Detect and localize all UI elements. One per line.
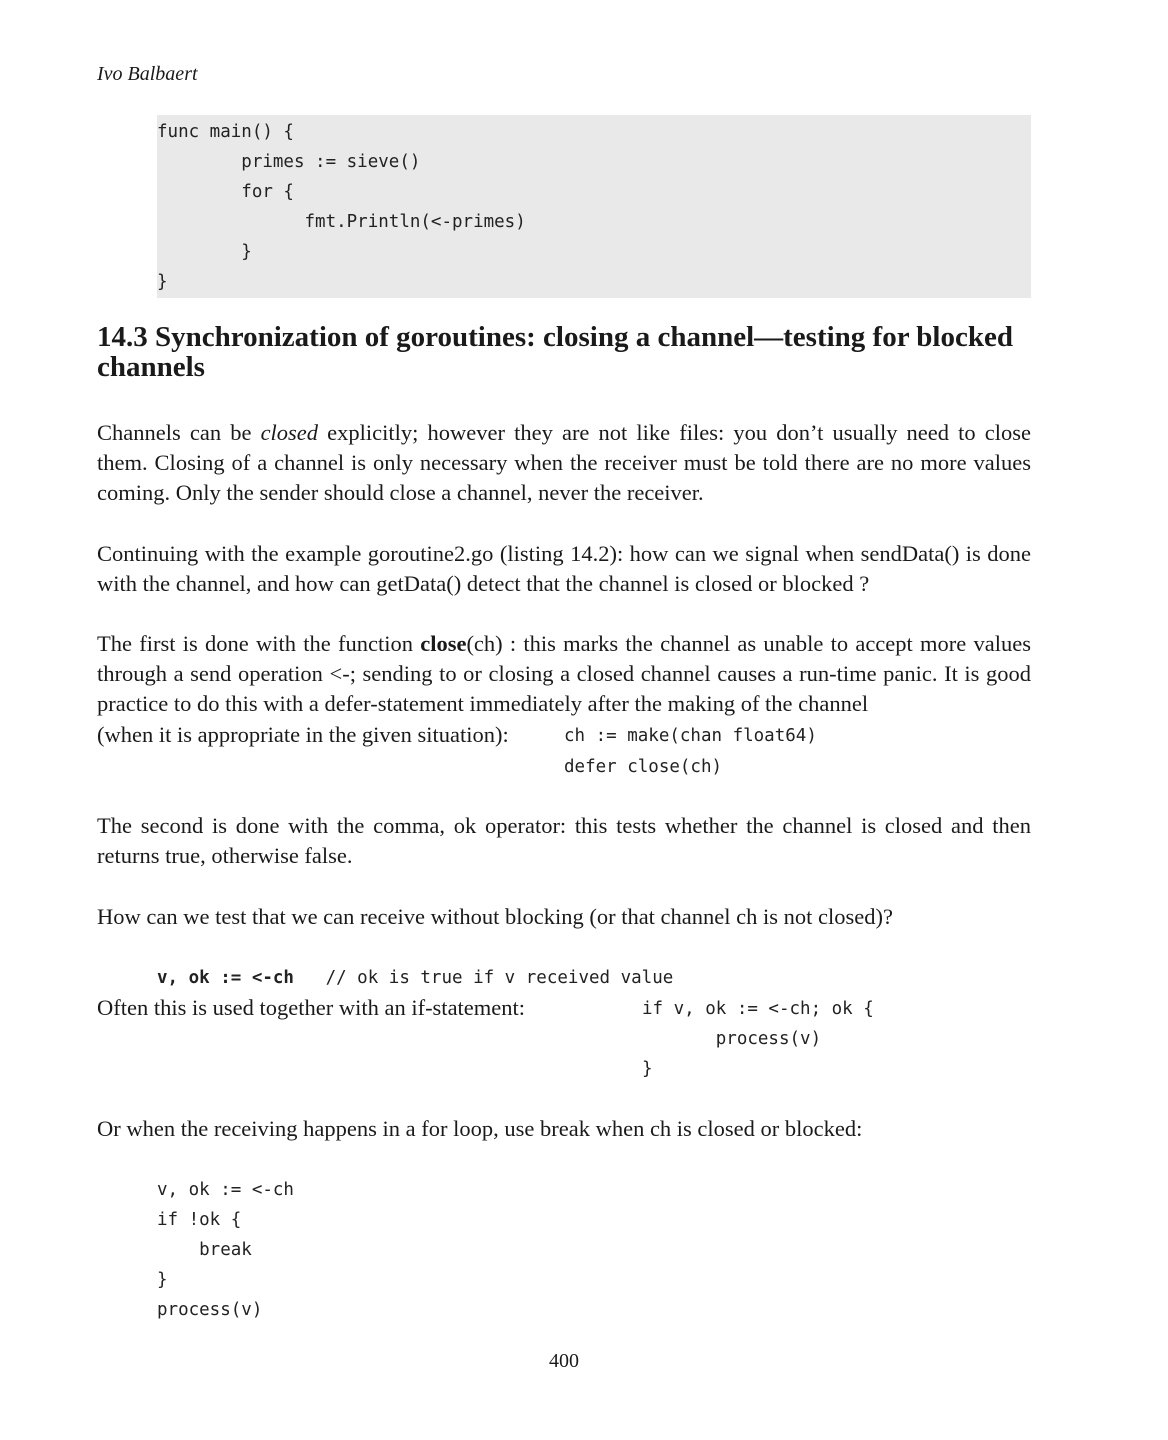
code-line-comma-ok (157, 963, 673, 993)
para-text: Channels can be (97, 420, 261, 445)
page-number: 400 (549, 1350, 579, 1372)
paragraph-closing-channels (97, 418, 1031, 509)
code-line: } (157, 1270, 168, 1290)
code-line: primes := sieve() (157, 152, 421, 172)
code-line: defer close(ch) (564, 757, 723, 777)
code-line: v, ok := <-ch (157, 1180, 294, 1200)
code-line: } (157, 272, 168, 292)
code-line: fmt.Println(<-primes) (157, 212, 526, 232)
paragraph-if-statement: Often this is used together with an if-statement: (97, 995, 526, 1020)
code-block-loop (157, 1175, 294, 1325)
keyword-close: close (420, 631, 467, 656)
paragraph-close-function (97, 629, 1031, 720)
code-line: func main() { (157, 122, 294, 142)
code-line: for { (157, 182, 294, 202)
code-line: process(v) (642, 1029, 822, 1049)
code-bold: v, ok := <-ch (157, 968, 294, 988)
code-line: if !ok { (157, 1210, 242, 1230)
paragraph-for-loop: Or when the receiving happens in a for loop, use break when ch is closed or blocked: (97, 1116, 863, 1141)
code-line: ch := make(chan float64) (564, 726, 817, 746)
code-line: } (642, 1059, 653, 1079)
code-block-main (157, 115, 1031, 298)
code-line: } (157, 242, 252, 262)
para-text: (ch) : this marks the channel as unable to accept more values through a send operation <-; sending to or closing a closed channel causes a run-time panic. It is good practice to do this with a defer-statement immediately after the making of the channel (97, 631, 1031, 717)
paragraph-comma-ok: The second is done with the comma, ok operator: this tests whether the channel is closed and then returns true, otherwise false. (97, 813, 1031, 869)
para-text: explicitly; however they are not like files: you don’t usually need to close them. Closing of a channel is only necessary when the receiver must be told there are no more values coming. Only the sender should close a channel, never the receiver. (97, 420, 1031, 506)
code-line: process(v) (157, 1300, 263, 1320)
code-line: break (157, 1240, 252, 1260)
paragraph-continuing-example: Continuing with the example goroutine2.go (listing 14.2): how can we signal when sendData() is done with the channel, and how can getData() detect that the channel is closed or blocked ? (97, 541, 1031, 597)
section-heading: 14.3 Synchronization of goroutines: closing a channel—testing for blocked channels (97, 321, 1013, 383)
code-line: if v, ok := <-ch; ok { (642, 999, 874, 1019)
code-comment: // ok is true if v received value (293, 968, 674, 988)
paragraph-close-last-line: (when it is appropriate in the given situation): (97, 722, 509, 747)
running-header-author: Ivo Balbaert (97, 63, 198, 85)
paragraph-receive-test: How can we test that we can receive without blocking (or that channel ch is not closed)? (97, 904, 893, 929)
para-text: The first is done with the function (97, 631, 421, 656)
emphasis-closed: closed (260, 420, 319, 445)
